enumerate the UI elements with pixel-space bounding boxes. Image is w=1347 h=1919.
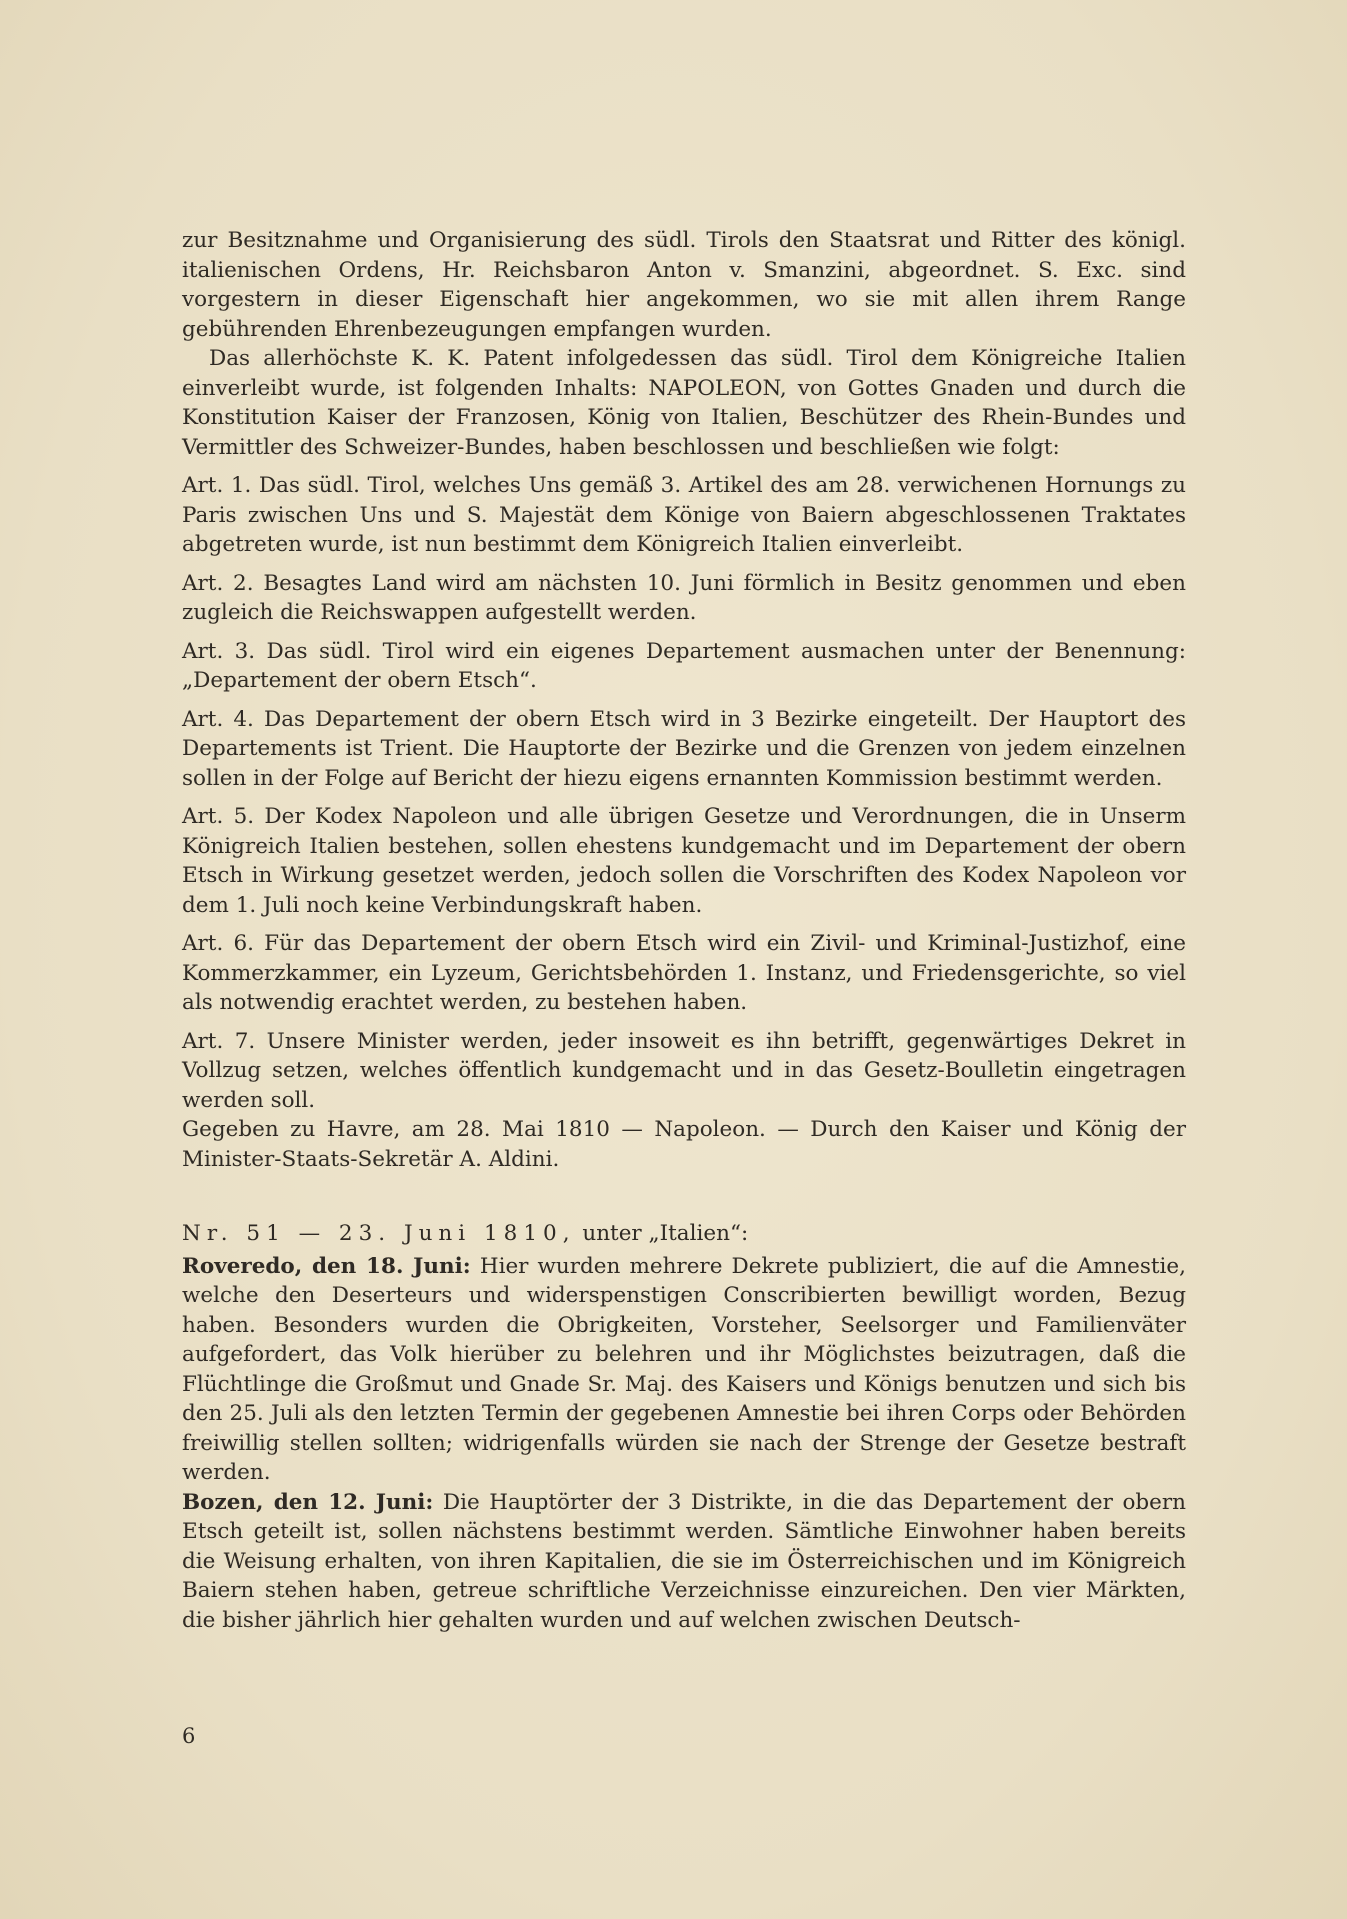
page-number: 6	[182, 1724, 196, 1748]
issue-section: unter „Italien“:	[575, 1221, 749, 1246]
report-bozen	[182, 1488, 1186, 1636]
article-1: Art. 1. Das südl. Tirol, welches Uns gemäß 3. Artikel des am 28. verwichenen Hornungs zu Paris zwischen Uns und S. Majestät dem Könige von Baiern abgeschlossenen Traktates abgetreten wurde, ist nun bestimmt dem Königreich Italien einverleibt.	[182, 473, 1186, 557]
closing-paragraph: Gegeben zu Havre, am 28. Mai 1810 — Napoleon. — Durch den Kaiser und König der Minister-Staats-Sekretär A. Aldini.	[182, 1117, 1186, 1172]
intro-paragraph: zur Besitznahme und Organisierung des südl. Tirols den Staatsrat und Ritter des königl. italienischen Ordens, Hr. Reichsbaron Anton v. Smanzini, abgeordnet. S. Exc. sind vorgestern in dieser Eigenschaft hier angekommen, wo sie mit allen ihrem Range gebührenden Ehrenbezeugungen empfangen wurden.	[182, 228, 1186, 342]
page-body-text	[182, 226, 1186, 1635]
report-place: Bozen, den 12. Juni:	[182, 1489, 434, 1515]
report-roveredo	[182, 1252, 1186, 1488]
report-text: Hier wurden mehrere Dekrete publiziert, die auf die Amnestie, welche den Deserteurs und widerspenstigen Conscribierten bewilligt worden, Bezug haben. Besonders wurden die Obrigkeiten, Vorsteher, Seelsorger und Familienväter aufgefordert, das Volk hierüber zu belehren und ihr Möglichstes beizutragen, daß die Flüchtlinge die Großmut und Gnade Sr. Maj. des Kaisers und Königs benutzen und sich bis den 25. Juli als den letzten Termin der gegebenen Amnestie bei ihren Corps oder Behörden freiwillig stellen sollten; widrigenfalls würden sie nach der Strenge der Gesetze bestraft werden.	[182, 1253, 1186, 1485]
article-6: Art. 6. Für das Departement der obern Etsch wird ein Zivil- und Kriminal-Justizhof, eine Kommerzkammer, ein Lyzeum, Gerichtsbehörden 1. Instanz, und Friedensgerichte, so viel als notwendig erachtet werden, zu bestehen haben.	[182, 931, 1186, 1015]
article-2: Art. 2. Besagtes Land wird am nächsten 10. Juni förmlich in Besitz genommen und eben zugleich die Reichswappen aufgestellt werden.	[182, 570, 1186, 625]
report-place: Roveredo, den 18. Juni:	[182, 1253, 471, 1279]
report-text: Die Hauptörter der 3 Distrikte, in die das Departement der obern Etsch geteilt ist, sollen nächstens bestimmt werden. Sämtliche Einwohner haben bereits die Weisung erhalten, von ihren Kapitalien, die sie im Österreichischen und im Königreich Baiern stehen haben, getreue schriftliche Verzeichnisse einzureichen. Den vier Märkten, die bisher jährlich hier gehalten wurden und auf welchen zwischen Deutsch-	[182, 1489, 1186, 1633]
issue-number-date: Nr. 51 — 23. Juni 1810,	[182, 1221, 576, 1246]
article-7: Art. 7. Unsere Minister werden, jeder insoweit es ihn betrifft, gegenwärtiges Dekret in Vollzug setzen, welches öffentlich kundgemacht und in das Gesetz-Boulletin eingetragen werden soll.	[182, 1028, 1186, 1113]
patent-paragraph: Das allerhöchste K. K. Patent infolgedessen das südl. Tirol dem Königreiche Italien einverleibt wurde, ist folgenden Inhalts: NAPOLEON, von Gottes Gnaden und durch die Konstitution Kaiser der Franzosen, König von Italien, Beschützer des Rhein-Bundes und Vermittler des Schweizer-Bundes, haben beschlossen und beschließen wie folgt:	[182, 346, 1186, 460]
article-5: Art. 5. Der Kodex Napoleon und alle übrigen Gesetze und Verordnungen, die in Unserm Königreich Italien bestehen, sollen ehestens kundgemacht und im Departement der obern Etsch in Wirkung gesetzet werden, jedoch sollen die Vorschriften des Kodex Napoleon vor dem 1. Juli noch keine Verbindungskraft haben.	[182, 804, 1186, 918]
issue-heading	[182, 1219, 1186, 1249]
article-4: Art. 4. Das Departement der obern Etsch wird in 3 Bezirke eingeteilt. Der Hauptort des Departements ist Trient. Die Hauptorte der Bezirke und die Grenzen von jedem einzelnen sollen in der Folge auf Bericht der hiezu eigens ernannten Kommission bestimmt werden.	[182, 706, 1186, 791]
article-3: Art. 3. Das südl. Tirol wird ein eigenes Departement ausmachen unter der Benennung: „Departement der obern Etsch“.	[182, 638, 1186, 693]
